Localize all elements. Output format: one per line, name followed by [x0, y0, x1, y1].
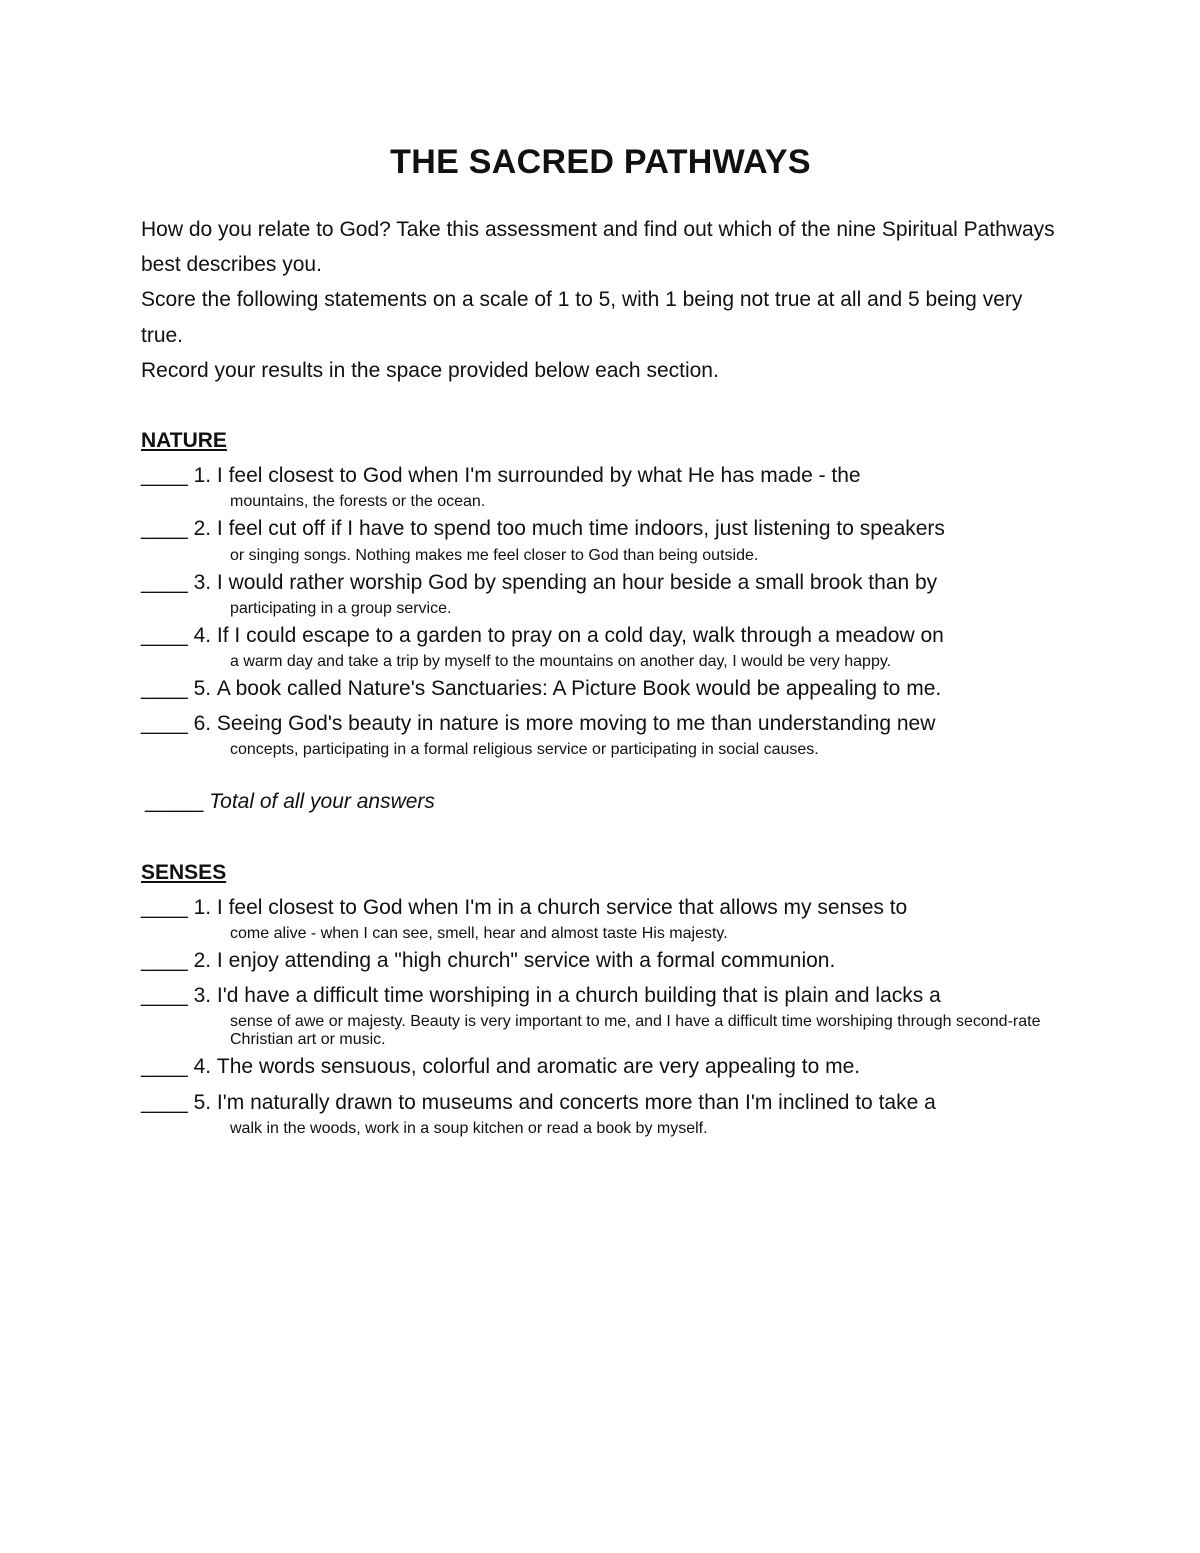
- question-number: 6.: [193, 712, 212, 736]
- intro-paragraph: How do you relate to God? Take this assessment and find out which of the nine Spiritual Pathways best describes you.: [141, 218, 1055, 277]
- section-heading-senses: SENSES: [141, 860, 227, 884]
- question-continuation: a warm day and take a trip by myself to the mountains on another day, I would be very happy.: [230, 653, 892, 671]
- section-senses: [141, 855, 1060, 1138]
- answer-blank[interactable]: ____: [141, 1055, 188, 1079]
- answer-blank[interactable]: ____: [141, 949, 188, 973]
- intro: [141, 212, 1060, 388]
- question-item: [141, 458, 1060, 493]
- answer-blank[interactable]: ____: [141, 712, 188, 736]
- question-text: Seeing God's beauty in nature is more moving to me than understanding new: [216, 712, 936, 736]
- answer-blank[interactable]: ____: [141, 623, 188, 647]
- page-title: THE SACRED PATHWAYS: [390, 143, 811, 181]
- intro-paragraph: Score the following statements on a scale of 1 to 5, with 1 being not true at all and 5 being very true.: [141, 288, 1023, 347]
- total-blank[interactable]: _____: [145, 790, 204, 814]
- question-continuation: concepts, participating in a formal religious service or participating in social causes.: [230, 741, 819, 759]
- question-item: [141, 943, 1060, 978]
- question-text: I enjoy attending a "high church" service with a formal communion.: [216, 949, 836, 973]
- question-continuation: walk in the woods, work in a soup kitchen or read a book by myself.: [230, 1119, 708, 1137]
- answer-blank[interactable]: ____: [141, 464, 188, 488]
- question-item: [141, 1085, 1060, 1120]
- answer-blank[interactable]: ____: [141, 1090, 188, 1114]
- question-item: [141, 978, 1060, 1013]
- question-continuation: participating in a group service.: [230, 599, 452, 617]
- question-item: [141, 890, 1060, 925]
- question-continuation: mountains, the forests or the ocean.: [230, 493, 486, 511]
- question-text: If I could escape to a garden to pray on a cold day, walk through a meadow on: [216, 623, 944, 647]
- question-item: [141, 706, 1060, 741]
- intro-paragraph: Record your results in the space provided below each section.: [141, 358, 719, 382]
- question-text: I'd have a difficult time worshiping in a church building that is plain and lacks a: [216, 984, 941, 1008]
- section-heading-nature: NATURE: [141, 429, 227, 453]
- question-item: [141, 565, 1060, 600]
- question-item: [141, 671, 1060, 706]
- question-number: 3.: [193, 570, 212, 594]
- question-item: [141, 618, 1060, 653]
- question-continuation: come alive - when I can see, smell, hear and almost taste His majesty.: [230, 925, 728, 943]
- total-label: Total of all your answers: [209, 790, 435, 814]
- question-text: I'm naturally drawn to museums and concerts more than I'm inclined to take a: [216, 1090, 936, 1114]
- question-text: I feel closest to God when I'm surrounded by what He has made - the: [216, 464, 861, 488]
- question-text: I feel cut off if I have to spend too much time indoors, just listening to speakers: [216, 517, 945, 541]
- question-continuation: sense of awe or majesty. Beauty is very important to me, and I have a difficult time worshiping through second-rate Christian art or music.: [230, 1013, 1041, 1049]
- answer-blank[interactable]: ____: [141, 984, 188, 1008]
- question-number: 4.: [193, 1055, 212, 1079]
- question-number: 5.: [193, 677, 212, 701]
- question-number: 1.: [193, 464, 212, 488]
- question-item: [141, 511, 1060, 546]
- answer-blank[interactable]: ____: [141, 517, 188, 541]
- answer-blank[interactable]: ____: [141, 895, 188, 919]
- question-continuation: or singing songs. Nothing makes me feel closer to God than being outside.: [230, 546, 759, 564]
- question-number: 1.: [193, 895, 212, 919]
- question-item: [141, 1049, 1060, 1084]
- question-number: 3.: [193, 984, 212, 1008]
- section-nature: [141, 423, 1060, 820]
- section-total: [145, 784, 1060, 819]
- question-number: 2.: [193, 517, 212, 541]
- question-text: I feel closest to God when I'm in a church service that allows my senses to: [216, 895, 908, 919]
- question-text: The words sensuous, colorful and aromatic are very appealing to me.: [216, 1055, 861, 1079]
- question-number: 2.: [193, 949, 212, 973]
- answer-blank[interactable]: ____: [141, 677, 188, 701]
- answer-blank[interactable]: ____: [141, 570, 188, 594]
- question-number: 4.: [193, 623, 212, 647]
- question-number: 5.: [193, 1090, 212, 1114]
- question-text: I would rather worship God by spending an hour beside a small brook than by: [216, 570, 938, 594]
- question-text: A book called Nature's Sanctuaries: A Picture Book would be appealing to me.: [216, 677, 942, 701]
